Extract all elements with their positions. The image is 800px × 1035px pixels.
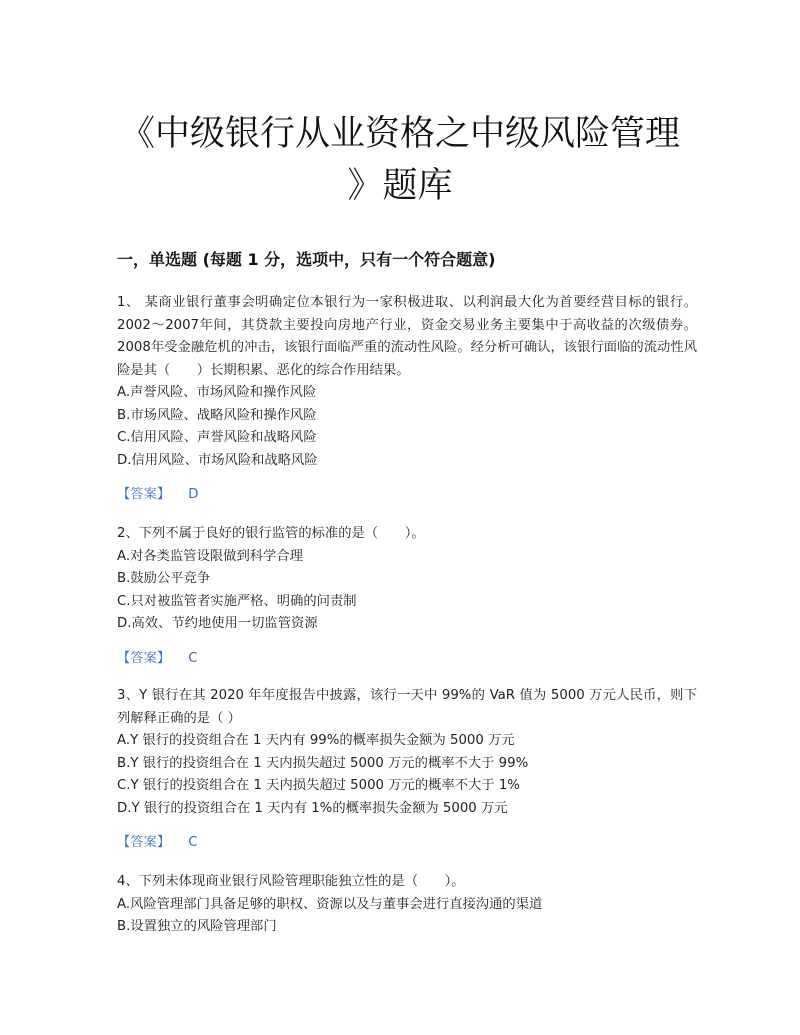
- option-b: B.鼓励公平竞争: [117, 571, 211, 586]
- question-stem: 1、 某商业银行董事会明确定位本银行为一家积极进取、以利润最大化为首要经营目标的银行。2002～2007年间，其贷款主要投向房地产行业，资金交易业务主要集中于高收益的次级债券。2008年受金融危机的冲击，该银行面临严重的流动性风险。经分析可确认，该银行面临的流动性风险是其（ ）长期积累、恶化的综合作用结果。: [117, 295, 697, 378]
- option-a: A.风险管理部门具备足够的职权、资源以及与董事会进行直接沟通的渠道: [117, 896, 543, 912]
- answer-line: [117, 648, 697, 670]
- answer-label: 【答案】: [117, 487, 171, 502]
- question-stem: 3、Y 银行在其 2020 年年度报告中披露，该行一天中 99%的 VaR 值为 5000 万元人民币，则下列解释正确的是（ ）: [117, 688, 697, 726]
- answer-label: 【答案】: [117, 835, 171, 850]
- option-c: C.信用风险、声誉风险和战略风险: [117, 430, 317, 445]
- option-d: D.Y 银行的投资组合在 1 天内有 1%的概率损失金额为 5000 万元: [117, 800, 508, 816]
- option-d: D.信用风险、市场风险和战略风险: [117, 452, 318, 468]
- option-a: A.对各类监管设限做到科学合理: [117, 548, 303, 564]
- section-heading: 一，单选题 (每题 1 分，选项中，只有一个符合题意): [117, 250, 496, 269]
- option-b: B.设置独立的风险管理部门: [117, 919, 277, 934]
- option-a: A.Y 银行的投资组合在 1 天内有 99%的概率损失金额为 5000 万元: [117, 733, 515, 748]
- question-stem: 4、下列未体现商业银行风险管理职能独立性的是（ ）。: [117, 874, 465, 889]
- question-3: [117, 685, 697, 854]
- answer-value: C: [188, 835, 198, 850]
- option-c: C.只对被监管者实施严格、明确的问责制: [117, 593, 357, 609]
- answer-line: [117, 484, 697, 506]
- answer-value: C: [188, 650, 198, 666]
- question-4: [117, 871, 697, 939]
- title-line-2: 》题库: [347, 166, 453, 206]
- answer-label: 【答案】: [117, 650, 171, 666]
- option-c: C.Y 银行的投资组合在 1 天内损失超过 5000 万元的概率不大于 1%: [117, 778, 520, 793]
- document-title: [60, 108, 740, 212]
- question-1: [117, 292, 697, 506]
- question-2: [117, 523, 697, 670]
- option-b: B.市场风险、战略风险和操作风险: [117, 407, 317, 423]
- question-stem: 2、下列不属于良好的银行监管的标准的是（ ）。: [117, 526, 425, 541]
- answer-value: D: [188, 487, 199, 502]
- option-d: D.高效、节约地使用一切监管资源: [117, 616, 318, 631]
- option-b: B.Y 银行的投资组合在 1 天内损失超过 5000 万元的概率不大于 99%: [117, 755, 529, 771]
- answer-line: [117, 832, 697, 854]
- option-a: A.声誉风险、市场风险和操作风险: [117, 385, 317, 400]
- title-line-1: 《中级银行从业资格之中级风险管理: [119, 114, 680, 154]
